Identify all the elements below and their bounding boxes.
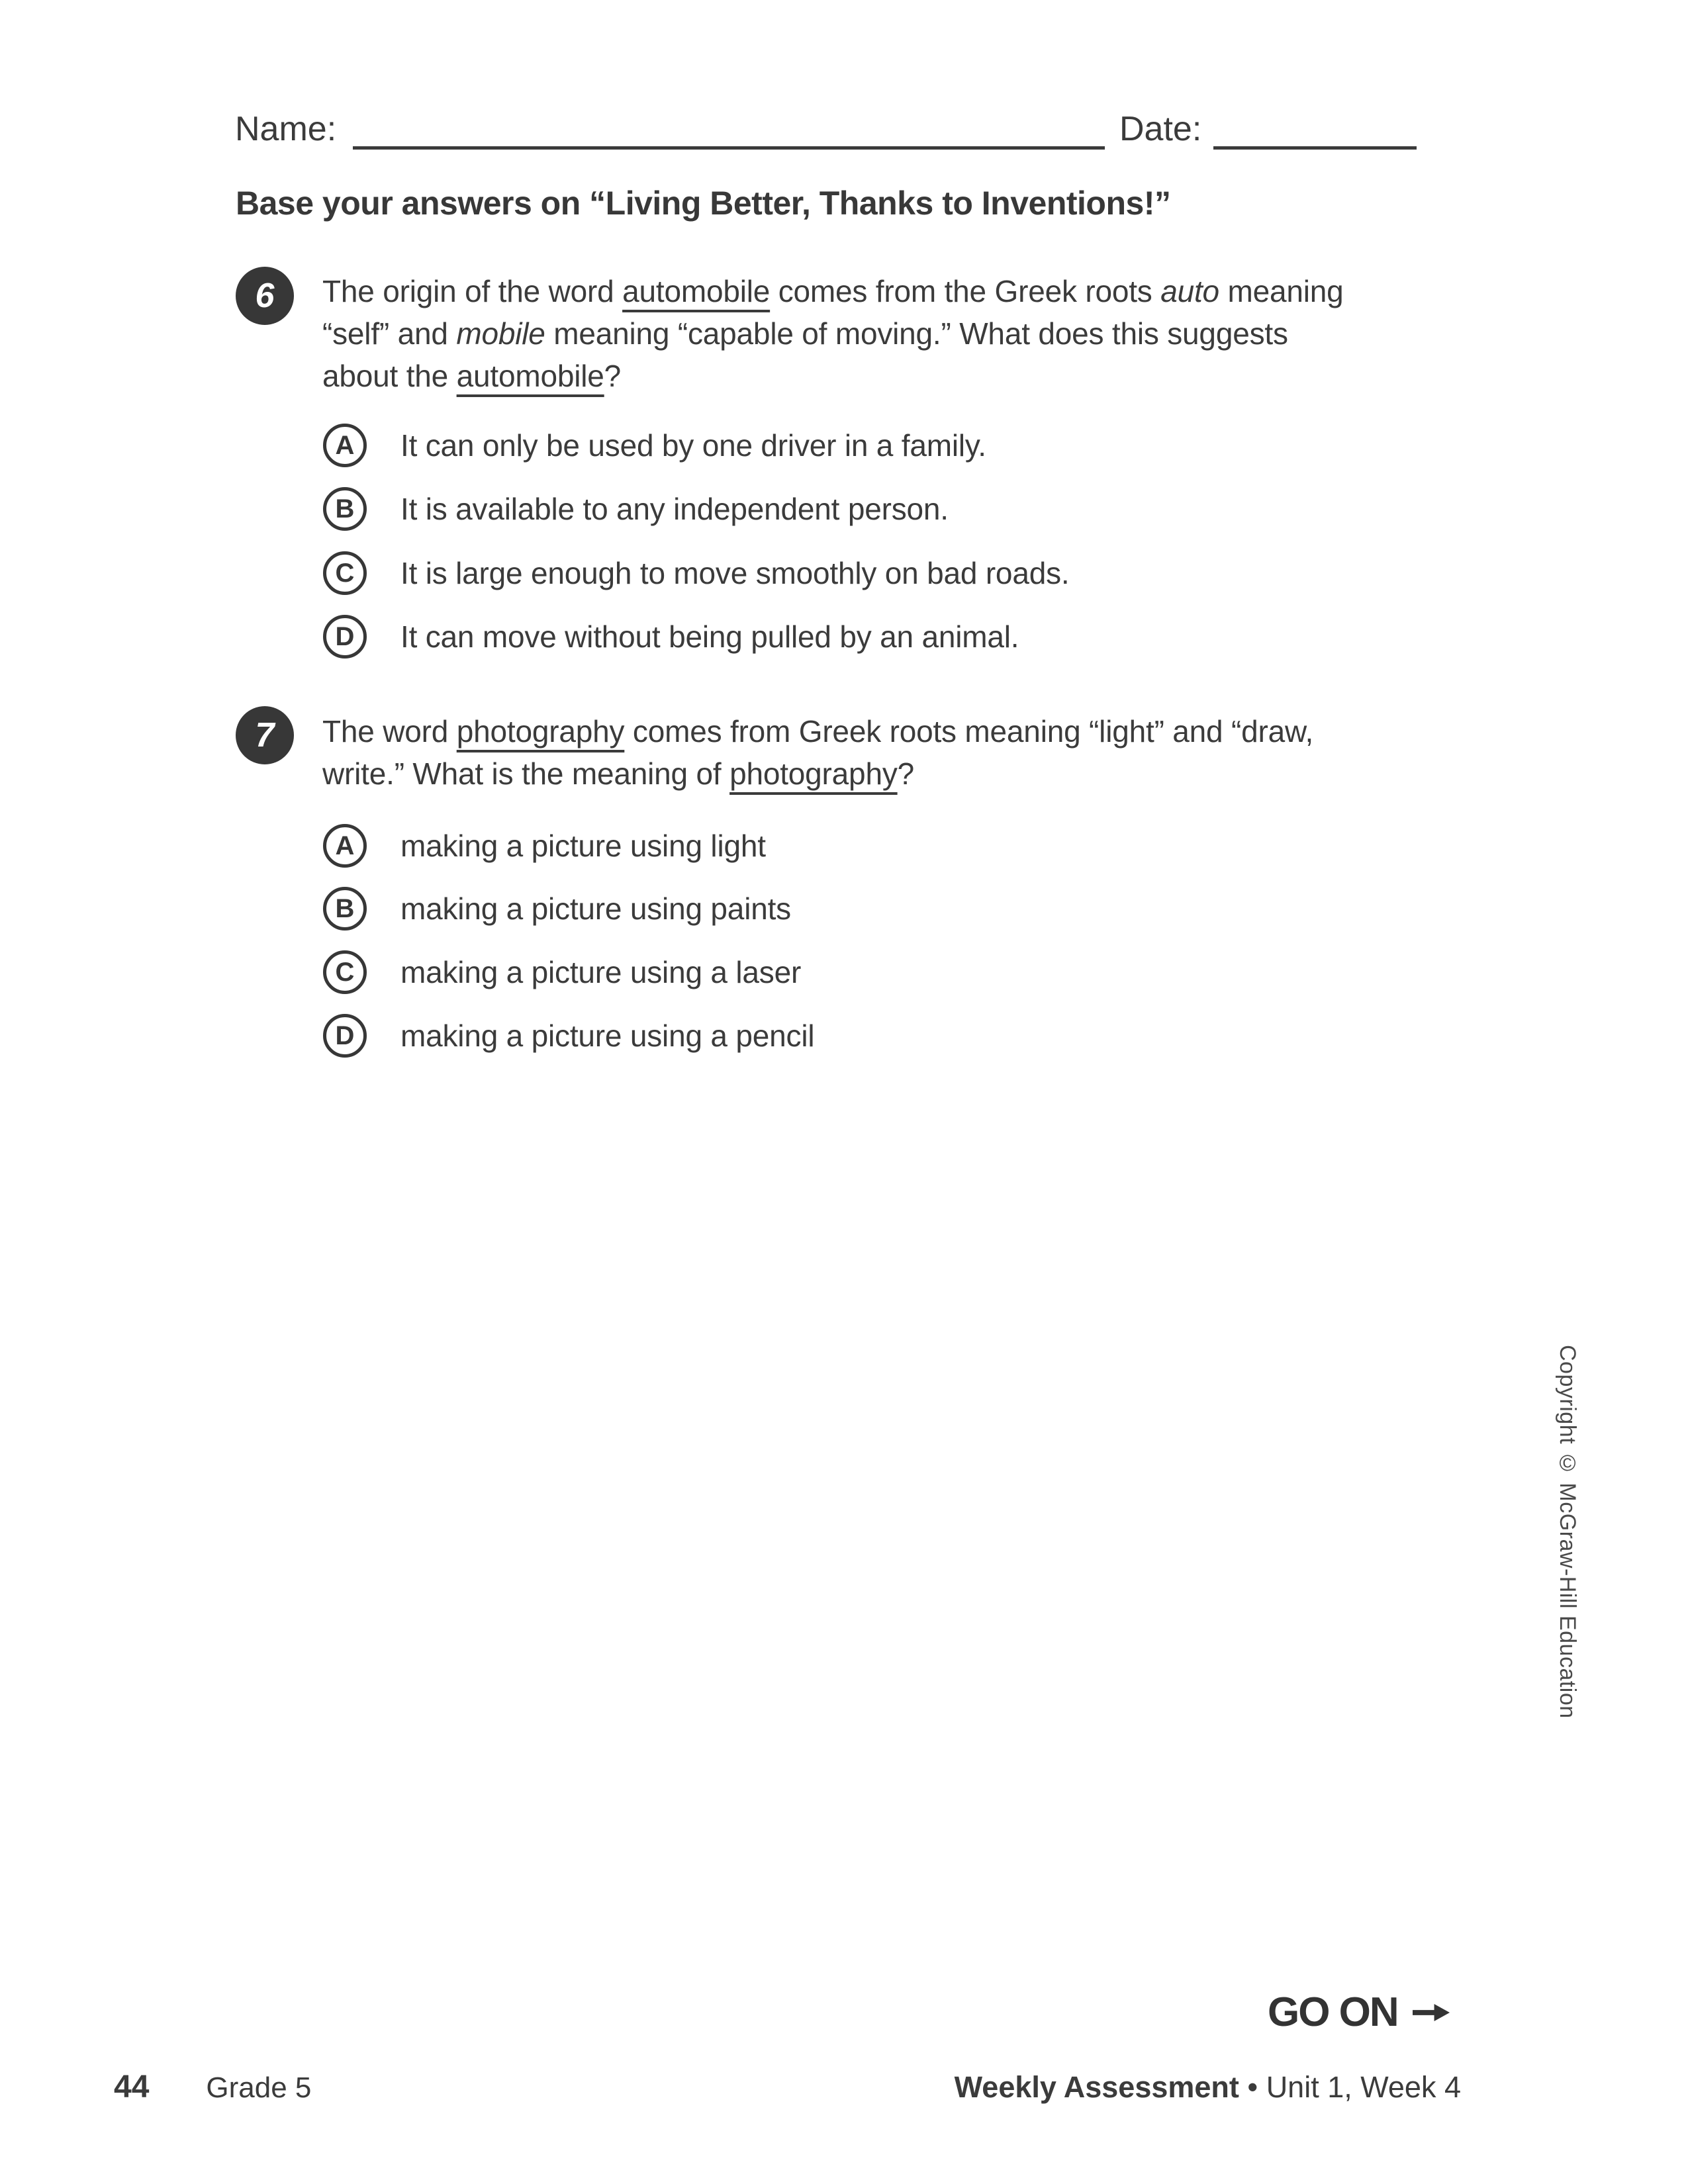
assessment-title: Weekly Assessment bbox=[954, 2070, 1239, 2104]
question-7-stem: The word photography comes from Greek roots meaning “light” and “draw, write.” What is the meaning of photography? bbox=[322, 714, 1314, 791]
go-on-indicator bbox=[1268, 1989, 1450, 2036]
option-text: making a picture using a laser bbox=[400, 955, 802, 989]
page-number: 44 bbox=[114, 2070, 150, 2105]
question-6-option-b[interactable] bbox=[323, 487, 949, 531]
date-field[interactable] bbox=[1213, 146, 1417, 150]
go-on-label: GO ON bbox=[1268, 1989, 1398, 2035]
question-6-number: 6 bbox=[255, 277, 275, 315]
footer-separator: • bbox=[1247, 2070, 1258, 2104]
footer-left bbox=[114, 2069, 311, 2105]
option-text: It is available to any independent person. bbox=[400, 492, 949, 526]
option-text: It can only be used by one driver in a family. bbox=[400, 428, 986, 463]
option-text: making a picture using light bbox=[400, 829, 766, 863]
name-label: Name: bbox=[235, 110, 337, 148]
question-6-option-a[interactable] bbox=[323, 424, 986, 467]
question-6-option-c[interactable] bbox=[323, 551, 1069, 595]
go-on-arrow-icon bbox=[1413, 1997, 1450, 2028]
copyright-sidebar: Copyright © McGraw-Hill Education bbox=[1555, 1345, 1580, 1719]
question-7-option-a[interactable] bbox=[323, 824, 766, 868]
option-text: It is large enough to move smoothly on bad roads. bbox=[400, 556, 1070, 590]
question-7-badge bbox=[236, 706, 294, 764]
name-field[interactable] bbox=[353, 146, 1105, 150]
question-6-option-d[interactable] bbox=[323, 615, 1019, 659]
option-letter-circle: A bbox=[323, 424, 367, 467]
option-letter-circle: B bbox=[323, 487, 367, 531]
question-7-number: 7 bbox=[255, 716, 275, 754]
option-text: making a picture using paints bbox=[400, 891, 791, 926]
option-letter-circle: C bbox=[323, 950, 367, 994]
unit-week-label: Unit 1, Week 4 bbox=[1266, 2070, 1461, 2104]
question-7-option-c[interactable] bbox=[323, 950, 801, 994]
option-letter-circle: C bbox=[323, 551, 367, 595]
option-letter-circle: D bbox=[323, 1014, 367, 1058]
option-text: It can move without being pulled by an animal. bbox=[400, 619, 1019, 654]
question-6-stem: The origin of the word automobile comes from the Greek roots auto meaning “self” and mobile meaning “capable of moving.” What does this suggests about the automobile? bbox=[322, 274, 1344, 393]
option-letter-circle: D bbox=[323, 615, 367, 659]
question-7-option-d[interactable] bbox=[323, 1014, 814, 1058]
option-text: making a picture using a pencil bbox=[400, 1019, 815, 1053]
footer-right bbox=[955, 2070, 1461, 2105]
option-letter-circle: B bbox=[323, 887, 367, 931]
question-7-option-b[interactable] bbox=[323, 887, 791, 931]
instruction-text: Base your answers on “Living Better, Thanks to Inventions!” bbox=[236, 185, 1171, 222]
question-6-badge bbox=[236, 267, 294, 325]
option-letter-circle: A bbox=[323, 824, 367, 868]
grade-label: Grade 5 bbox=[206, 2071, 312, 2104]
date-label: Date: bbox=[1119, 110, 1202, 148]
